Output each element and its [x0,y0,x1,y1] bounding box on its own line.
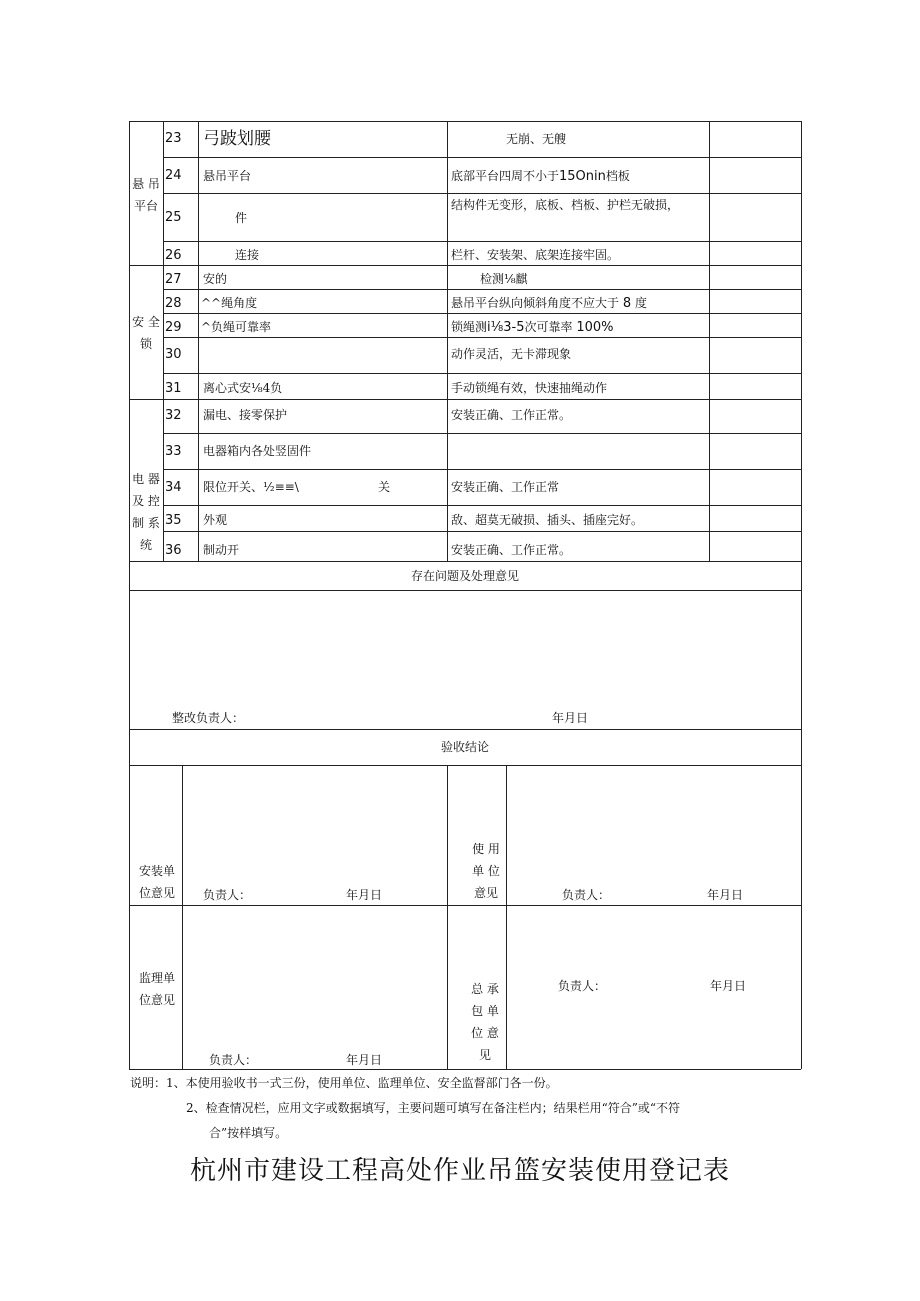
row-item: 限位开关、½≡≡\ [203,480,299,494]
row-item: 离心式安⅛4负 [203,381,283,395]
row-requirement: 检测⅛麒 [480,272,528,286]
group-label-electrical: 电 器 及 控 制 系 统 [132,472,160,552]
row-item: 件 [235,211,248,225]
note-line-1: 说明：1、本使用验收书一式三份，使用单位、监理单位、安全监督部门各一份。 [130,1076,558,1090]
supervisor-unit-label: 监理单位意见 [138,971,175,1007]
row-requirement: 安装正确、工作正常。 [451,543,572,557]
note-line-2: 2、检查情况栏，应用文字或数据填写，主要问题可填写在备注栏内；结果栏用“符合”或“不符 [186,1101,681,1115]
row-number: 30 [165,347,182,362]
row-number: 25 [165,210,182,225]
requirement-prefix: 锁绳测 [451,320,488,334]
contractor-date: 年月日 [710,979,747,993]
use-unit-label: 使 用 单 位 意见 [472,842,500,900]
row-item: 漏电、接零保护 [203,408,288,422]
requirement-value: i⅛3-5 [487,320,525,335]
row-item: 外观 [203,513,228,527]
install-responsible-label: 负责人： [203,888,252,902]
row-item: 电器箱内各处竖固件 [203,444,312,458]
row-number: 24 [165,168,182,183]
row-number: 32 [165,408,182,423]
row-number: 33 [165,444,182,459]
requirement-value-2: 100% [576,320,614,335]
row-requirement: 无崩、无艘 [506,132,567,146]
rectification-date: 年月日 [552,711,589,725]
requirement-value: 8 [622,296,632,311]
requirement-suffix: 档板 [605,169,630,183]
rectification-responsible-label: 整改负责人： [172,711,245,725]
row-requirement: 动作灵活，无卡滞现象 [451,347,572,361]
row-number: 29 [165,320,182,335]
document-title: 杭州市建设工程高处作业吊篮安装使用登记表 [189,1156,730,1186]
install-date: 年月日 [346,888,383,902]
group-label-safety-lock: 安 全 锁 [132,315,160,351]
row-requirement: 敌、超莫无破损、插头、插座完好。 [451,513,644,527]
install-unit-label: 安装单位意见 [138,864,175,900]
row-item: 连接 [235,248,260,262]
supervisor-date: 年月日 [346,1053,383,1067]
row-number: 23 [165,131,182,146]
row-number: 26 [165,248,182,263]
note-line-3: 合”按样填写。 [209,1126,288,1140]
row-requirement: 安装正确、工作正常 [451,480,560,494]
requirement-prefix: 底部平台四周不小于 [451,169,560,183]
row-item: ^负绳可靠率 [201,320,272,334]
contractor-unit-label: 总 承 包 单 位 意 见 [471,982,499,1062]
row-number: 27 [165,272,182,287]
conclusion-header: 验收结论 [440,740,489,754]
row-item: 悬吊平台 [203,169,252,183]
group-label-platform: 悬 吊 平台 [132,177,160,213]
requirement-suffix: 度 [634,296,647,310]
requirement-prefix: 悬吊平台纵向倾斜角度不应大于 [451,296,620,310]
row-item: 弓跛划腰 [203,129,271,149]
use-responsible-label: 负责人： [562,888,611,902]
row-requirement [451,168,630,185]
requirement-suffix: 次可靠率 [524,320,573,334]
contractor-responsible-label: 负责人： [558,979,607,993]
row-requirement [451,319,613,336]
row-requirement [451,295,647,312]
row-requirement: 栏杆、安装架、底架连接牢固。 [451,248,620,262]
requirement-value: 15Onin [559,169,606,184]
row-requirement: 结构件无变形，底板、档板、护栏无破损， [451,198,680,212]
row-number: 35 [165,513,182,528]
supervisor-responsible-label: 负责人： [209,1053,258,1067]
row-number: 28 [165,296,182,311]
use-date: 年月日 [707,888,744,902]
row-item: 制动开 [203,543,240,557]
row-item: ^^绳角度 [201,296,258,310]
issues-header: 存在问题及处理意见 [410,569,519,583]
row-number: 36 [165,543,182,558]
row-requirement: 手动锁绳有效，快速抽绳动作 [451,381,608,395]
row-item-tail: 关 [378,480,391,494]
row-item: 安的 [203,272,228,286]
row-requirement: 安装正确、工作正常。 [451,408,572,422]
row-number: 31 [165,381,182,396]
row-number: 34 [165,480,182,495]
